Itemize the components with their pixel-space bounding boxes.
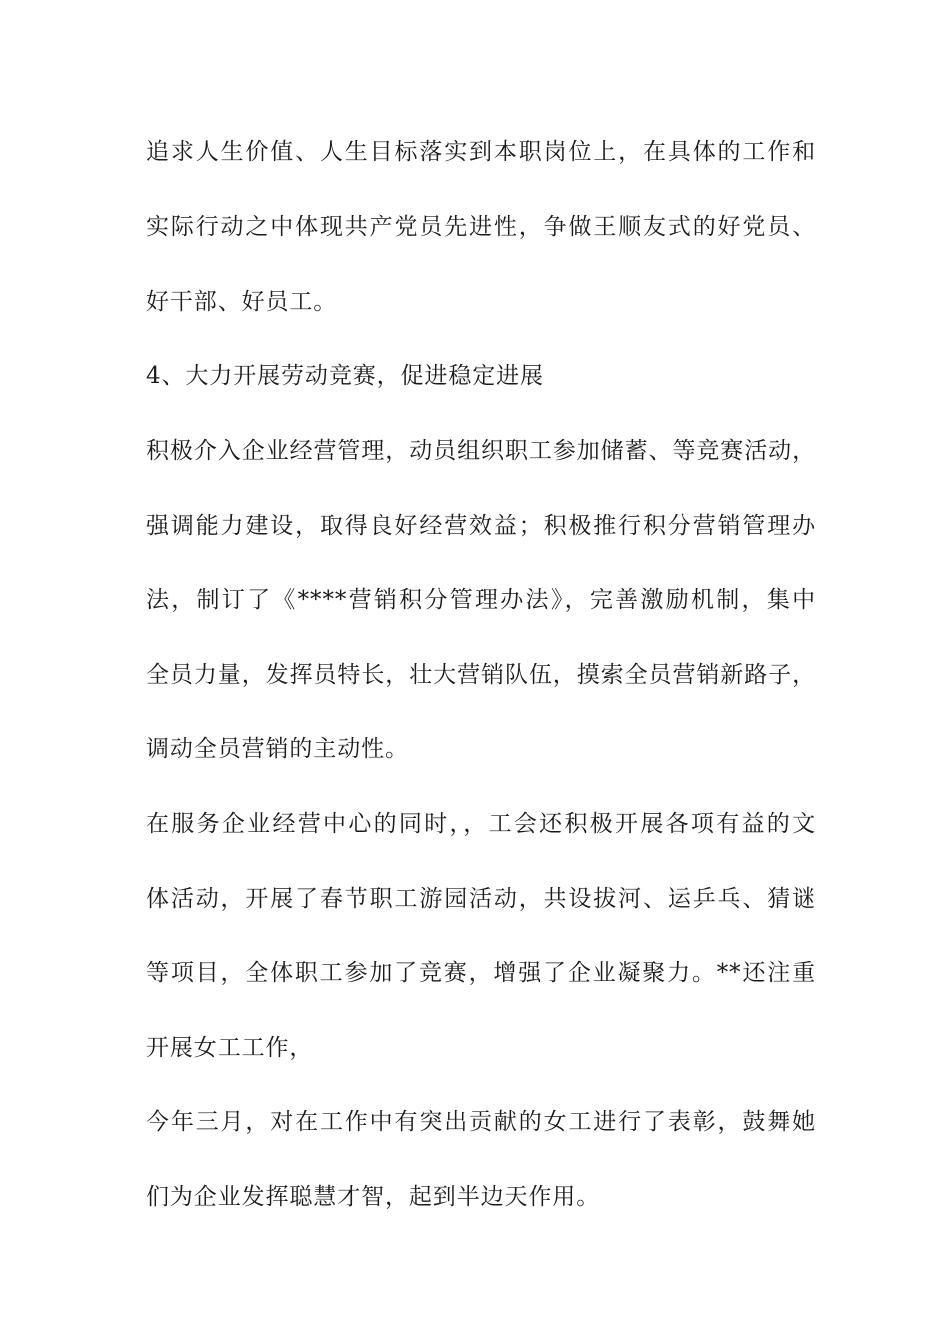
body-text-line: 今年三月，对在工作中有突出贡献的女工进行了表彰，鼓舞她	[146, 1109, 816, 1135]
body-text-line: 体活动，开展了春节职工游园活动，共设拔河、运乒乓、猜谜	[146, 886, 816, 912]
body-text-line: 追求人生价值、人生目标落实到本职岗位上，在具体的工作和	[146, 139, 816, 165]
body-text-line: 在服务企业经营中心的同时，，工会还积极开展各项有益的文	[146, 811, 816, 837]
section-heading: 4、大力开展劳动竞赛，促进稳定进展	[146, 363, 544, 389]
body-text-line: 法，制订了《****营销积分管理办法》，完善激励机制，集中	[146, 587, 816, 613]
body-text-line: 积极介入企业经营管理，动员组织职工参加储蓄、等竞赛活动，	[146, 438, 816, 464]
body-text-line: 全员力量，发挥员特长，壮大营销队伍，摸索全员营销新路子，	[146, 662, 816, 688]
body-text-line: 实际行动之中体现共产党员先进性，争做王顺友式的好党员、	[146, 214, 816, 240]
body-text-line: 强调能力建设，取得良好经营效益；积极推行积分营销管理办	[146, 513, 816, 539]
body-text-line: 调动全员营销的主动性。	[146, 736, 409, 762]
body-text-line: 开展女工工作，	[146, 1035, 314, 1061]
body-text-line: 们为企业发挥聪慧才智，起到半边天作用。	[146, 1184, 601, 1210]
body-text-line: 好干部、好员工。	[146, 289, 338, 315]
body-text-line: 等项目，全体职工参加了竞赛，增强了企业凝聚力。**还注重	[146, 960, 816, 986]
